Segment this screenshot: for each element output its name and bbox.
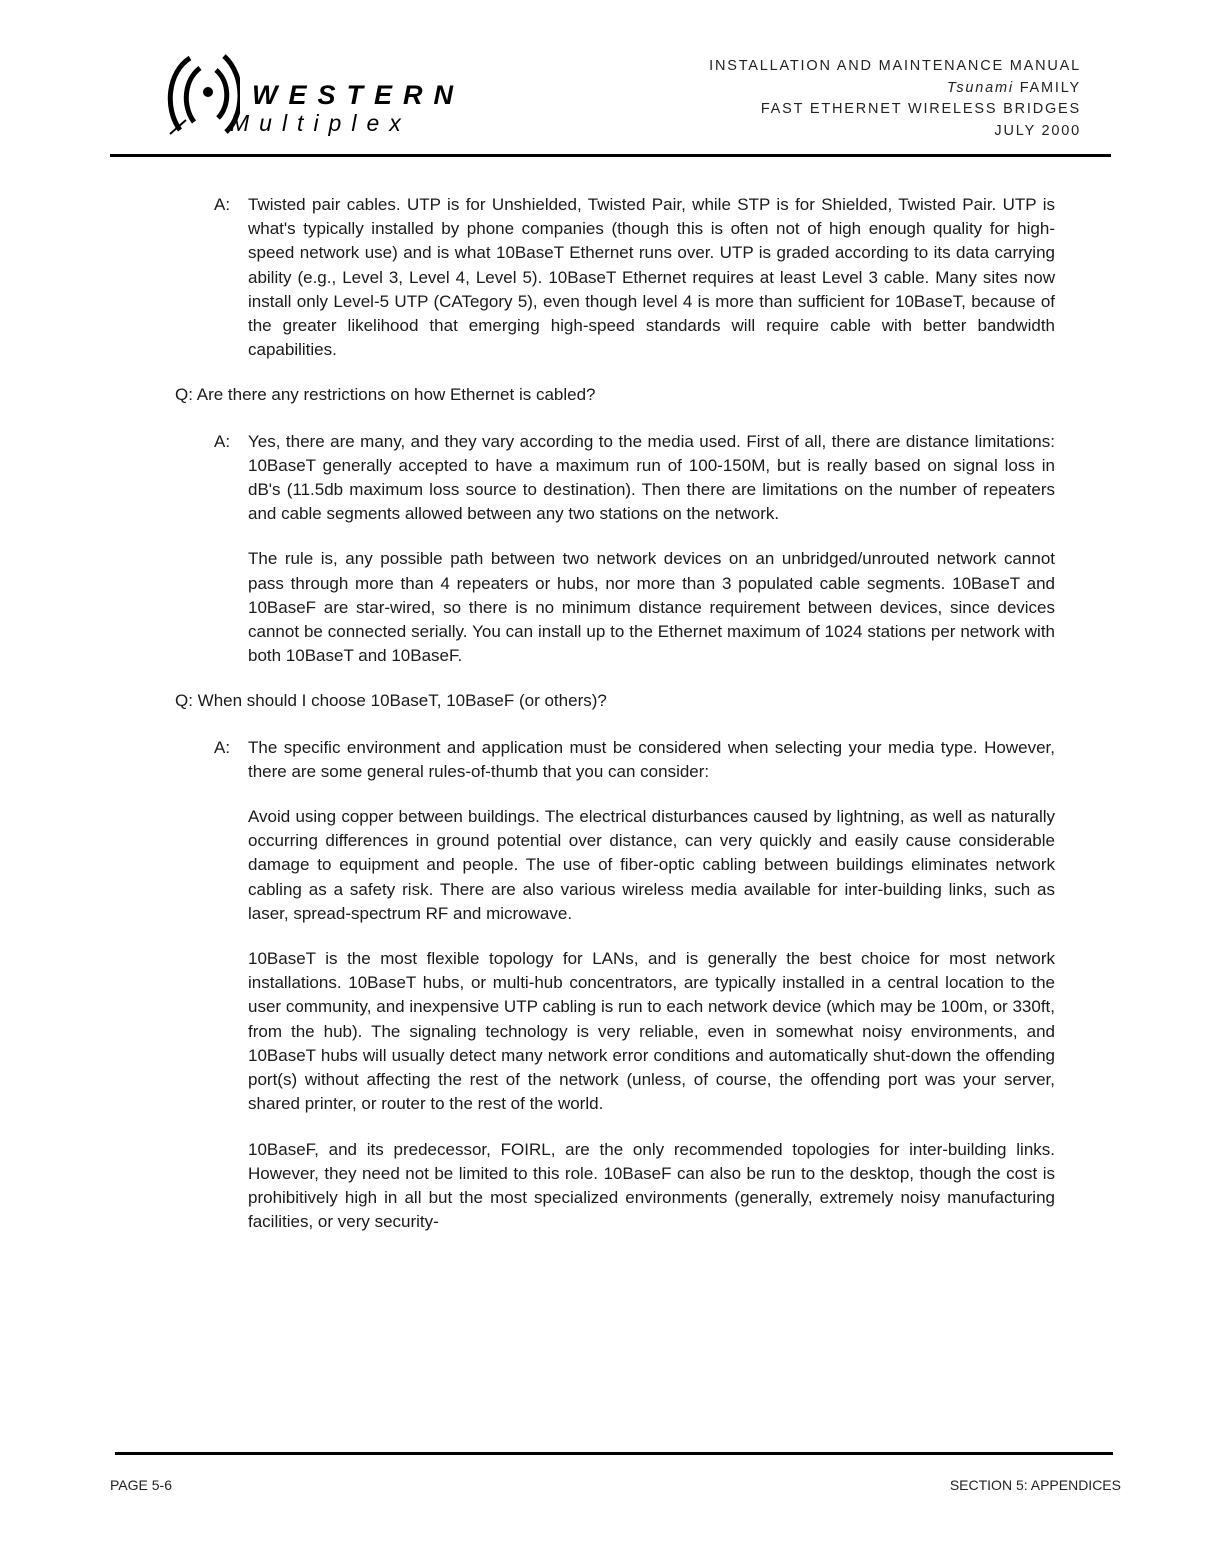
answer-paragraph: Yes, there are many, and they vary according to the media used. First of all, there are distance limitations: 10BaseT generally accepted to have a maximum run of 100-150M, but is really based on signal loss in dB's (11.5db maximum loss source to destination). Then there are limitations on the number of repeaters and cable segments allowed between any two stations on the network. <box>248 431 1055 524</box>
header-product-line: FAST ETHERNET WIRELESS BRIDGES <box>760 101 1081 117</box>
answer-paragraph: 10BaseF, and its predecessor, FOIRL, are the only recommended topologies for inter-building links. However, they need not be limited to this role. 10BaseF can also be run to the desktop, though the cost is prohibitively high in all but the most specialized environments (generally, extremely noisy manufacturing facilities, or very security- <box>248 1139 1055 1232</box>
header-family-label: FAMILY <box>1013 79 1081 96</box>
header-date: JULY 2000 <box>994 122 1081 139</box>
answer-marker: A: <box>214 195 231 214</box>
section-label: SECTION 5: APPENDICES <box>949 1477 1121 1493</box>
header-divider <box>110 154 1111 157</box>
answer-marker: A: <box>214 431 231 451</box>
answer-marker: A: <box>214 737 231 757</box>
page-body <box>175 193 1055 1255</box>
header-product-name: Tsunami <box>947 79 1014 96</box>
answer-paragraph: 10BaseT is the most flexible topology for LANs, and is generally the best choice for most network installations. 10BaseT hubs, or multi-hub concentrators, are typically installed in a central location to the user community, and inexpensive UTP cabling is run to each network device (which may be 100m, or 330ft, from the hub). The signaling technology is very reliable, even in somewhat noisy environments, and 10BaseT hubs will usually detect many network error conditions and automatically shut-down the offending port(s) without affecting the rest of the network (unless, of course, the offending port was your server, shared printer, or router to the rest of the world. <box>248 949 1055 1114</box>
document-header <box>709 56 1081 142</box>
header-product-family <box>709 78 1081 100</box>
answer-paragraph: The specific environment and application must be considered when selecting your media type. However, there are some general rules-of-thumb that you can consider: <box>248 737 1055 781</box>
answer-paragraph: Avoid using copper between buildings. The electrical disturbances caused by lightning, as well as naturally occurring differences in ground potential over distance, can very quickly and easily cause considerable damage to equipment and people. The use of fiber-optic cabling between buildings eliminates network cabling as a safety risk. There are also various wireless media available for inter-building links, such as laser, spread-spectrum RF and microwave. <box>248 807 1055 923</box>
answer-block <box>175 736 1055 1235</box>
question-text: Q: When should I choose 10BaseT, 10BaseF (or others)? <box>175 691 607 711</box>
page-number: PAGE 5-6 <box>110 1477 172 1493</box>
answer-paragraph: Twisted pair cables. UTP is for Unshielded, Twisted Pair, while STP is for Shielded, Twisted Pair. UTP is what's typically installed by phone companies (though this is often not of high enough quality for high- speed network use) and is what 10BaseT Ethernet runs over. UTP is graded according to its data carrying ability (e.g., Level 3, Level 4, Level 5). 10BaseT Ethernet requires at least Level 3 cable. Many sites now install only Level-5 UTP (CATegory 5), even though level 4 is more than sufficient for 10BaseT, because of the greater likelihood that emerging high-speed standards will require cable with better bandwidth capabilities. <box>248 195 1055 360</box>
footer-divider <box>115 1452 1113 1455</box>
answer-paragraph: The rule is, any possible path between two network devices on an unbridged/unrouted network cannot pass through more than 4 repeaters or hubs, nor more than 3 populated cable segments. 10BaseT and 10BaseF are star-wired, so there is no minimum distance requirement between devices, since devices cannot be connected serially. You can install up to the Ethernet maximum of 1024 stations per network with both 10BaseT and 10BaseF. <box>248 549 1055 666</box>
western-multiplex-logo-mark <box>160 50 240 140</box>
logo-wordmark-western: WESTERN <box>252 80 464 110</box>
header-manual-title: INSTALLATION AND MAINTENANCE MANUAL <box>709 58 1081 74</box>
answer-block <box>175 430 1055 669</box>
question-text: Q: Are there any restrictions on how Ethernet is cabled? <box>175 385 596 405</box>
logo-wordmark-multiplex: Multiplex <box>230 110 411 136</box>
company-logo <box>160 50 464 145</box>
answer-block <box>175 193 1055 362</box>
